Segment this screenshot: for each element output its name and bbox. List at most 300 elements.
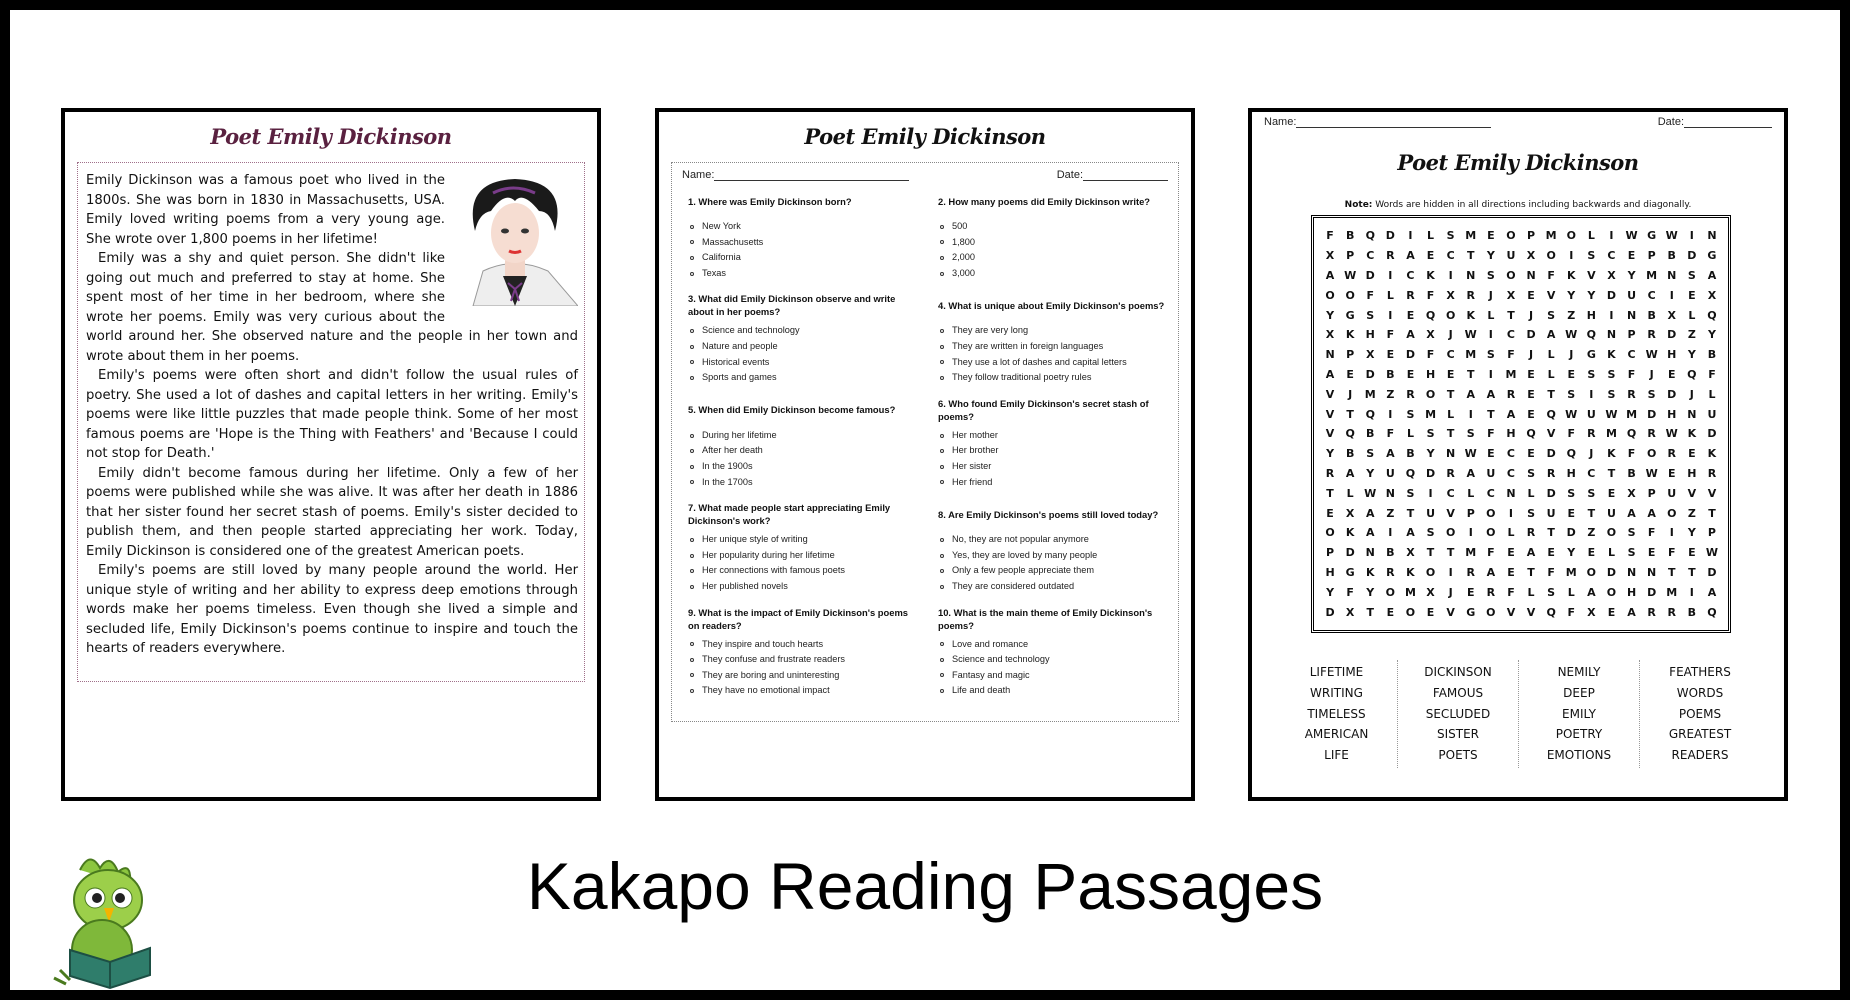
answer-option[interactable] (938, 563, 1166, 579)
grid-letter: B (1667, 249, 1676, 263)
grid-letter: E (1527, 447, 1535, 461)
radio-circle-icon[interactable] (690, 345, 694, 349)
grid-letter: P (1346, 348, 1355, 362)
grid-letter: O (1445, 308, 1456, 322)
grid-letter: V (1446, 605, 1455, 619)
answer-option[interactable] (938, 235, 1166, 251)
answer-option[interactable] (938, 250, 1166, 266)
grid-letter: D (1546, 486, 1556, 500)
paragraph: Emily's poems were often short and didn't follow the usual rules of poetry. She used a lot of dashes and capital letters in her writing. Emily's poems were like little puzzles that made people think. Some of her most famous poems are 'Hope is the Thing with Feathers' and 'Because I could not stop for Death.' (86, 368, 578, 461)
grid-letter: R (1386, 565, 1395, 579)
answer-option[interactable] (688, 370, 916, 386)
grid-letter: L (1567, 585, 1575, 599)
name-line (714, 180, 909, 181)
grid-letter: O (1546, 249, 1556, 263)
note-label: Note: (1344, 200, 1373, 210)
answer-option[interactable] (938, 579, 1166, 595)
option-label: Sports and games (702, 372, 777, 383)
grid-letter: O (1325, 526, 1335, 540)
grid-letter: V (1587, 268, 1596, 282)
grid-letter: R (1466, 565, 1475, 579)
grid-letter: D (1687, 249, 1697, 263)
grid-letter: E (1627, 249, 1636, 263)
answer-option[interactable] (688, 443, 916, 459)
word-item: EMOTIONS (1546, 748, 1612, 763)
grid-letter: O (1486, 526, 1496, 540)
grid-letter: I (1569, 249, 1574, 263)
grid-letter: D (1365, 268, 1375, 282)
radio-circle-icon[interactable] (940, 345, 944, 349)
grid-letter: L (1467, 486, 1475, 500)
grid-letter: Y (1326, 585, 1335, 599)
radio-circle-icon[interactable] (940, 329, 944, 333)
grid-letter: E (1487, 447, 1495, 461)
radio-circle-icon[interactable] (690, 465, 694, 469)
radio-circle-icon[interactable] (940, 360, 944, 364)
radio-circle-icon[interactable] (690, 569, 694, 573)
answer-option[interactable] (938, 355, 1166, 371)
radio-circle-icon[interactable] (940, 689, 944, 693)
answer-option[interactable] (688, 652, 916, 668)
grid-letter: I (1488, 328, 1493, 342)
grid-letter: E (1587, 546, 1596, 560)
grid-letter: R (1546, 466, 1556, 480)
grid-letter: M (1404, 585, 1416, 599)
grid-letter: K (1426, 268, 1435, 282)
grid-letter: Q (1707, 308, 1717, 322)
radio-circle-icon[interactable] (690, 272, 694, 276)
grid-letter: E (1527, 367, 1535, 381)
grid-letter: O (1606, 526, 1617, 540)
grid-letter: J (1689, 387, 1694, 401)
grid-letter: L (1487, 308, 1495, 322)
grid-letter: S (1587, 249, 1596, 263)
grid-letter: U (1707, 407, 1717, 421)
grid-letter: E (1667, 367, 1676, 381)
radio-circle-icon[interactable] (690, 642, 694, 646)
grid-letter: B (1386, 367, 1395, 381)
question-6 (932, 394, 1168, 498)
grid-letter: O (1405, 605, 1416, 619)
answer-option[interactable] (688, 683, 916, 699)
answer-option[interactable] (938, 459, 1166, 475)
grid-letter: S (1567, 486, 1576, 500)
grid-letter: C (1446, 348, 1455, 362)
grid-letter: S (1366, 308, 1375, 322)
grid-letter: D (1667, 328, 1677, 342)
grid-letter: N (1325, 348, 1335, 362)
grid-letter: L (1547, 348, 1555, 362)
grid-letter: T (1446, 387, 1455, 401)
radio-circle-icon[interactable] (940, 569, 944, 573)
grid-letter: V (1546, 427, 1556, 441)
option-label: Love and romance (952, 638, 1029, 649)
grid-letter: Z (1567, 308, 1576, 322)
word-search-page (1248, 108, 1788, 801)
question-4 (932, 289, 1168, 393)
grid-letter: F (1386, 328, 1395, 342)
answer-option[interactable] (688, 637, 916, 653)
option-label: They are very long (952, 325, 1029, 336)
radio-circle-icon[interactable] (690, 554, 694, 558)
grid-letter: G (1707, 249, 1717, 263)
grid-letter: X (1406, 546, 1415, 560)
grid-letter: S (1547, 585, 1556, 599)
grid-letter: E (1507, 565, 1515, 579)
grid-letter: H (1425, 367, 1436, 381)
grid-letter: I (1448, 565, 1453, 579)
grid-letter: V (1506, 605, 1516, 619)
answer-option[interactable] (688, 219, 916, 235)
option-label: They use a lot of dashes and capital letters (952, 356, 1127, 367)
grid-letter: K (1406, 565, 1415, 579)
grid-letter: S (1486, 268, 1495, 282)
grid-letter: F (1386, 427, 1395, 441)
grid-letter: A (1526, 546, 1536, 560)
grid-letter: W (1464, 447, 1477, 461)
option-label: Her published novels (702, 580, 788, 591)
grid-letter: G (1466, 605, 1476, 619)
grid-letter: U (1385, 466, 1395, 480)
grid-letter: L (1587, 229, 1595, 243)
grid-letter: H (1506, 427, 1516, 441)
paragraph: Emily Dickinson was a famous poet who lived in the 1800s. She was born in 1830 in Massachusetts, USA. Emily loved writing poems from a very young age. She wrote over 1,800 poems in her lifetime! (86, 173, 445, 247)
grid-letter: N (1606, 328, 1617, 342)
grid-letter: W (1565, 407, 1578, 421)
grid-letter: F (1326, 229, 1334, 243)
radio-circle-icon[interactable] (690, 240, 694, 244)
grid-letter: E (1487, 229, 1495, 243)
option-label: Her unique style of writing (702, 534, 808, 545)
grid-letter: F (1547, 565, 1555, 579)
grid-letter: T (1446, 546, 1455, 560)
radio-circle-icon[interactable] (690, 658, 694, 662)
question-text: 6. Who found Emily Dickinson's secret stash of poems? (938, 397, 1149, 422)
grid-letter: E (1567, 367, 1575, 381)
grid-letter: N (1667, 268, 1677, 282)
grid-letter: F (1346, 585, 1354, 599)
grid-letter: B (1345, 229, 1355, 243)
options-list (688, 532, 916, 594)
grid-letter: N (1626, 308, 1637, 322)
questions-grid (682, 185, 1168, 707)
grid-letter: H (1586, 308, 1596, 322)
answer-option[interactable] (688, 266, 916, 282)
grid-letter: A (1325, 268, 1335, 282)
question-10 (932, 603, 1168, 707)
grid-letter: Z (1386, 506, 1395, 520)
answer-option[interactable] (938, 668, 1166, 684)
answer-option[interactable] (938, 652, 1166, 668)
radio-circle-icon[interactable] (690, 434, 694, 438)
radio-circle-icon[interactable] (690, 256, 694, 260)
radio-circle-icon[interactable] (690, 585, 694, 589)
options-list (938, 637, 1166, 699)
radio-circle-icon[interactable] (940, 480, 944, 484)
grid-letter: T (1607, 466, 1616, 480)
grid-letter: N (1385, 486, 1395, 500)
radio-circle-icon[interactable] (690, 329, 694, 333)
answer-option[interactable] (688, 668, 916, 684)
name-label: Name: (682, 169, 715, 181)
grid-letter: U (1426, 506, 1436, 520)
grid-letter: R (1406, 387, 1415, 401)
answer-option[interactable] (938, 370, 1166, 386)
grid-letter: Y (1707, 328, 1716, 342)
radio-circle-icon[interactable] (690, 225, 694, 229)
grid-letter: Y (1687, 348, 1696, 362)
grid-letter: E (1527, 387, 1535, 401)
option-label: Nature and people (702, 340, 778, 351)
radio-circle-icon[interactable] (940, 538, 944, 542)
grid-letter: X (1325, 328, 1335, 342)
answer-option[interactable] (938, 323, 1166, 339)
grid-letter: C (1506, 328, 1515, 342)
grid-letter: E (1688, 447, 1696, 461)
grid-letter: A (1466, 387, 1475, 401)
options-list (938, 428, 1166, 490)
grid-letter: A (1466, 466, 1475, 480)
grid-letter: S (1587, 486, 1596, 500)
grid-letter: E (1507, 546, 1515, 560)
grid-letter: V (1546, 288, 1556, 302)
option-label: Her friend (952, 476, 993, 487)
radio-circle-icon[interactable] (690, 689, 694, 693)
note-text: Words are hidden in all directions including backwards and diagonally. (1372, 200, 1692, 210)
radio-circle-icon[interactable] (940, 376, 944, 380)
radio-circle-icon[interactable] (940, 554, 944, 558)
grid-letter: O (1646, 447, 1657, 461)
grid-letter: Q (1546, 407, 1556, 421)
grid-letter: J (1488, 288, 1493, 302)
grid-letter: L (1607, 546, 1615, 560)
option-label: In the 1900s (702, 460, 753, 471)
radio-circle-icon[interactable] (940, 585, 944, 589)
grid-letter: V (1325, 427, 1335, 441)
grid-letter: X (1325, 249, 1335, 263)
grid-letter: K (1345, 328, 1355, 342)
grid-letter: G (1586, 348, 1596, 362)
grid-letter: A (1406, 526, 1415, 540)
option-label: Fantasy and magic (952, 669, 1030, 680)
radio-circle-icon[interactable] (690, 376, 694, 380)
grid-letter: O (1667, 506, 1677, 520)
grid-letter: A (1587, 585, 1596, 599)
grid-letter: L (1427, 229, 1435, 243)
grid-letter: A (1546, 328, 1556, 342)
radio-circle-icon[interactable] (690, 673, 694, 677)
answer-option[interactable] (938, 548, 1166, 564)
name-label: Name: (1264, 116, 1297, 128)
question-9 (682, 603, 918, 707)
grid-letter: R (1647, 605, 1656, 619)
grid-letter: W (1364, 486, 1377, 500)
grid-letter: H (1667, 407, 1677, 421)
grid-letter: A (1365, 506, 1375, 520)
answer-option[interactable] (688, 235, 916, 251)
grid-letter: S (1426, 427, 1435, 441)
grid-letter: A (1365, 526, 1375, 540)
answer-option[interactable] (938, 532, 1166, 548)
grid-letter: N (1526, 268, 1536, 282)
grid-letter: P (1647, 249, 1656, 263)
grid-letter: P (1707, 526, 1716, 540)
answer-option[interactable] (938, 475, 1166, 491)
grid-letter: M (1465, 546, 1477, 560)
radio-circle-icon[interactable] (690, 480, 694, 484)
answer-option[interactable] (938, 683, 1166, 699)
grid-letter: D (1546, 447, 1556, 461)
radio-circle-icon[interactable] (940, 465, 944, 469)
grid-letter: X (1426, 585, 1435, 599)
answer-option[interactable] (938, 219, 1166, 235)
grid-letter: X (1446, 288, 1455, 302)
answer-option[interactable] (688, 532, 916, 548)
option-label: Texas (702, 267, 726, 278)
grid-letter: Y (1366, 466, 1375, 480)
grid-letter: R (1486, 585, 1496, 599)
options-list (938, 323, 1166, 385)
option-label: No, they are not popular anymore (952, 534, 1089, 545)
grid-letter: D (1647, 585, 1657, 599)
grid-letter: R (1446, 466, 1455, 480)
answer-option[interactable] (938, 637, 1166, 653)
grid-letter: D (1526, 328, 1536, 342)
grid-letter: I (1508, 506, 1513, 520)
word-item: WRITING (1310, 685, 1363, 700)
grid-letter: I (1488, 367, 1493, 381)
grid-letter: D (1606, 288, 1617, 302)
option-label: They are considered outdated (952, 580, 1075, 591)
grid-letter: S (1426, 526, 1435, 540)
options-list (688, 323, 916, 385)
radio-circle-icon[interactable] (940, 240, 944, 244)
answer-option[interactable] (688, 339, 916, 355)
option-label: 2,000 (952, 252, 975, 263)
grid-letter: L (1688, 308, 1696, 322)
grid-letter: W (1665, 427, 1678, 441)
grid-letter: D (1405, 348, 1416, 362)
option-label: Historical events (702, 356, 770, 367)
answer-option[interactable] (688, 459, 916, 475)
quiz-page (655, 108, 1195, 801)
grid-letter: S (1607, 367, 1616, 381)
answer-option[interactable] (938, 339, 1166, 355)
grid-letter: Q (1365, 407, 1375, 421)
answer-option[interactable] (688, 323, 916, 339)
options-list (688, 637, 916, 699)
answer-option[interactable] (938, 266, 1166, 282)
grid-letter: B (1366, 427, 1375, 441)
grid-letter: P (1326, 546, 1335, 560)
grid-letter: F (1487, 427, 1495, 441)
radio-circle-icon[interactable] (940, 256, 944, 260)
grid-letter: S (1627, 546, 1636, 560)
grid-letter: J (1589, 447, 1594, 461)
grid-letter: K (1607, 447, 1616, 461)
grid-letter: W (1605, 407, 1618, 421)
grid-letter: K (1345, 526, 1355, 540)
answer-option[interactable] (688, 428, 916, 444)
radio-circle-icon[interactable] (940, 449, 944, 453)
grid-letter: D (1365, 367, 1375, 381)
grid-letter: D (1425, 466, 1436, 480)
grid-letter: J (1649, 367, 1654, 381)
grid-letter: A (1345, 466, 1355, 480)
grid-letter: L (1527, 486, 1535, 500)
grid-letter: I (1609, 229, 1614, 243)
grid-letter: D (1566, 526, 1576, 540)
grid-letter: N (1365, 546, 1375, 560)
grid-letter: A (1386, 447, 1395, 461)
option-label: 500 (952, 221, 968, 231)
answer-option[interactable] (688, 355, 916, 371)
question-7 (682, 498, 918, 602)
paragraph: Emily was a shy and quiet person. She didn't like going out much and preferred to stay at home. She spent most of her time in her bedroom, where she wrote her poems. Emily was very curious about the world around her. She observed nature and the people in her town and wrote about them in her poems. (86, 251, 578, 364)
reading-passage-page (61, 108, 601, 801)
radio-circle-icon[interactable] (940, 658, 944, 662)
grid-letter: E (1567, 506, 1575, 520)
radio-circle-icon[interactable] (940, 225, 944, 229)
answer-option[interactable] (688, 475, 916, 491)
word-item: EMILY (1562, 706, 1596, 721)
grid-letter: D (1647, 407, 1657, 421)
radio-circle-icon[interactable] (940, 673, 944, 677)
grid-letter: R (1587, 427, 1596, 441)
grid-letter: C (1607, 249, 1616, 263)
word-item: READERS (1671, 748, 1729, 763)
radio-circle-icon[interactable] (690, 360, 694, 364)
grid-letter: I (1609, 308, 1614, 322)
grid-letter: A (1707, 268, 1717, 282)
option-label: During her lifetime (702, 429, 777, 440)
grid-letter: F (1366, 288, 1374, 302)
word-item: POETS (1438, 748, 1478, 763)
radio-circle-icon[interactable] (940, 272, 944, 276)
answer-option[interactable] (688, 548, 916, 564)
answer-option[interactable] (688, 579, 916, 595)
name-line (1296, 127, 1491, 128)
grid-letter: S (1587, 367, 1596, 381)
answer-option[interactable] (688, 250, 916, 266)
option-label: Her sister (952, 460, 992, 471)
answer-option[interactable] (938, 428, 1166, 444)
answer-option[interactable] (688, 563, 916, 579)
options-list (688, 428, 916, 490)
grid-letter: I (1669, 526, 1674, 540)
grid-letter: N (1506, 486, 1516, 500)
grid-letter: W (1344, 268, 1357, 282)
grid-letter: D (1606, 565, 1617, 579)
radio-circle-icon[interactable] (690, 538, 694, 542)
option-label: Her mother (952, 429, 998, 440)
grid-letter: S (1527, 466, 1536, 480)
grid-letter: E (1426, 249, 1435, 263)
question-text: 8. Are Emily Dickinson's poems still loved today? (938, 508, 1159, 520)
radio-circle-icon[interactable] (940, 434, 944, 438)
grid-letter: R (1647, 427, 1656, 441)
word-item: NEMILY (1557, 665, 1601, 679)
grid-letter: F (1547, 268, 1555, 282)
radio-circle-icon[interactable] (940, 642, 944, 646)
grid-letter: K (1566, 268, 1576, 282)
question-2 (932, 185, 1168, 289)
grid-letter: T (1708, 506, 1716, 520)
grid-letter: R (1406, 288, 1415, 302)
radio-circle-icon[interactable] (690, 449, 694, 453)
answer-option[interactable] (938, 443, 1166, 459)
grid-letter: E (1406, 367, 1415, 381)
